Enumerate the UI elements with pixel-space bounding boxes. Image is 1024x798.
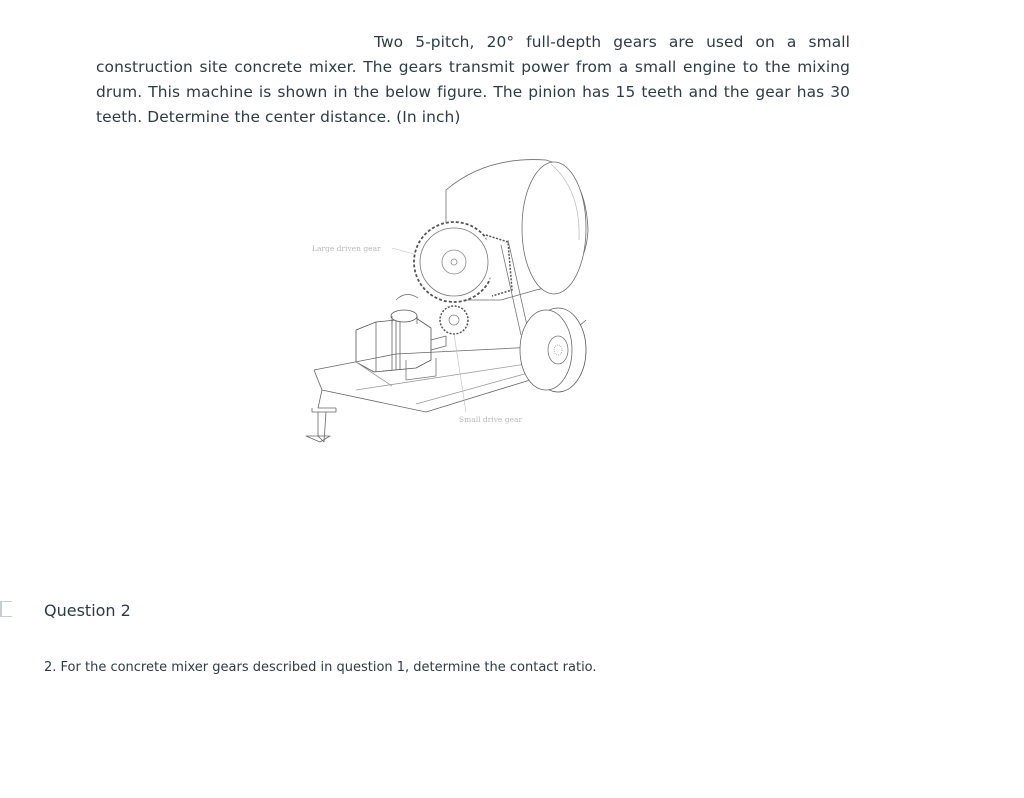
concrete-mixer-figure bbox=[296, 150, 602, 450]
small-gear-label: Small drive gear bbox=[459, 415, 523, 424]
question-2-flag-marker[interactable] bbox=[0, 601, 12, 617]
question-2-title: Question 2 bbox=[44, 601, 131, 620]
engine bbox=[356, 294, 446, 372]
wheel bbox=[520, 308, 586, 392]
question-1-text: Two 5-pitch, 20° full-depth gears are used on a small construction site concrete mixer. The gears transmit power from a small engine to the mixing drum. This machine is shown in the below figure. The pinion has 15 teeth and the gear has 30 teeth. Determine the center distance. (In inch) bbox=[96, 33, 850, 126]
small-drive-gear bbox=[440, 306, 468, 334]
question-2-text: 2. For the concrete mixer gears described in question 1, determine the contact ratio. bbox=[44, 660, 597, 675]
large-gear-label: Large driven gear bbox=[312, 244, 381, 253]
